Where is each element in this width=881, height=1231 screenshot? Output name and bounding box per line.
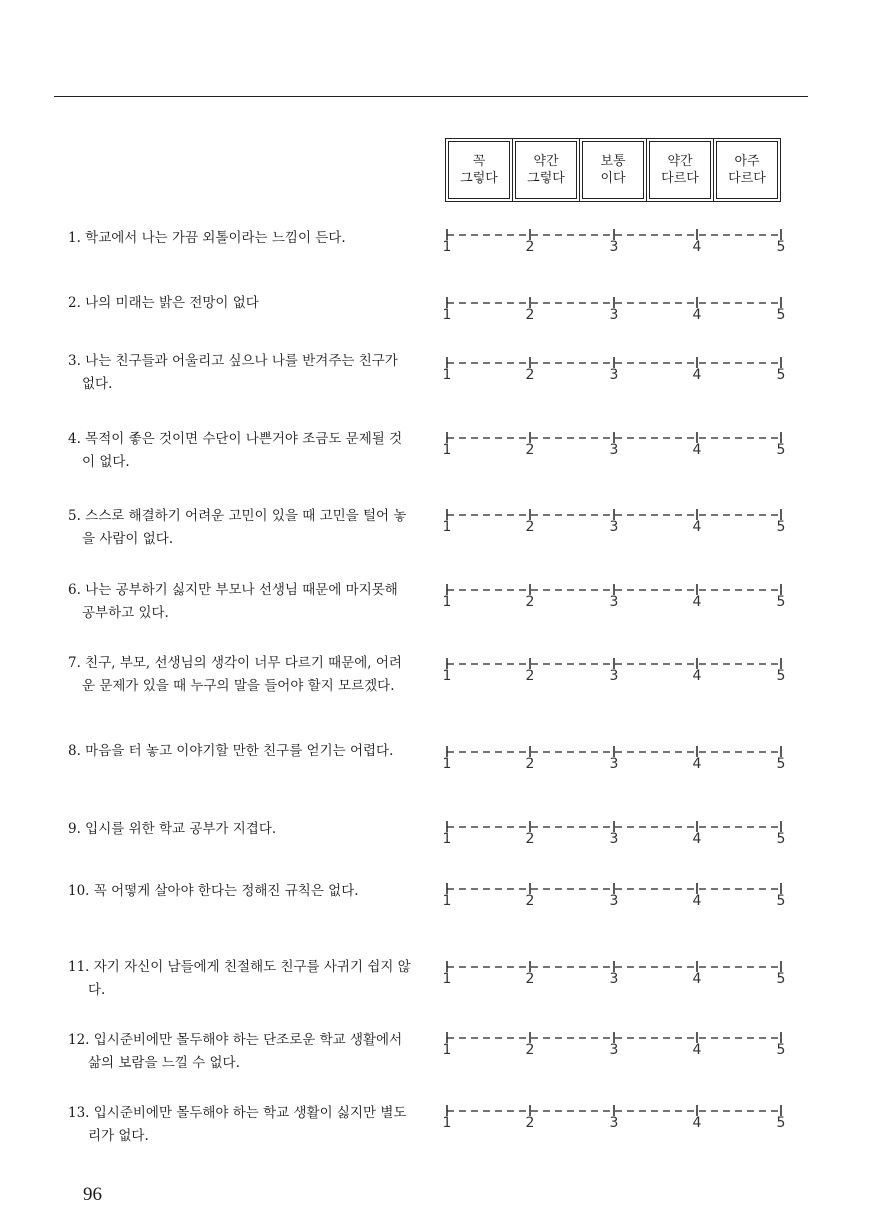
scale-label-2: 2 (525, 831, 535, 847)
question-text: 12. 입시준비에만 몰두해야 하는 단조로운 학교 생활에서 삶의 보람을 느낄 수 없다. (68, 1032, 403, 1071)
scale-label-4: 4 (692, 367, 702, 383)
scale-label-5: 5 (776, 519, 786, 535)
scale-label-3: 3 (609, 239, 619, 255)
scale-label-2: 2 (525, 367, 535, 383)
scale-label-2: 2 (525, 668, 535, 684)
scale-label-1: 1 (442, 831, 452, 847)
scale-label-1: 1 (442, 594, 452, 610)
option-header-line2: 다르다 (728, 171, 766, 186)
scale-label-3: 3 (609, 831, 619, 847)
scale-label-3: 3 (609, 367, 619, 383)
scale-label-5: 5 (776, 756, 786, 772)
question-item (68, 428, 414, 474)
option-header-line1: 아주 (734, 154, 760, 169)
option-header-line1: 꼭 (472, 154, 486, 169)
rating-scale[interactable] (444, 882, 784, 922)
scale-label-1: 1 (442, 971, 452, 987)
scale-label-2: 2 (525, 442, 535, 458)
option-header-line1: 약간 (667, 154, 693, 169)
option-header-strongly-disagree (716, 141, 778, 199)
scale-label-5: 5 (776, 239, 786, 255)
top-rule (54, 96, 808, 97)
question-text: 3. 나는 친구들과 어울리고 싶으나 나를 반겨주는 친구가 없다. (68, 353, 398, 392)
scale-label-4: 4 (692, 668, 702, 684)
rating-scale[interactable] (444, 431, 784, 471)
scale-label-3: 3 (609, 1042, 619, 1058)
scale-label-2: 2 (525, 519, 535, 535)
page-number: 96 (83, 1184, 102, 1205)
rating-scale[interactable] (444, 508, 784, 548)
scale-label-5: 5 (776, 893, 786, 909)
scale-label-1: 1 (442, 1115, 452, 1131)
scale-label-4: 4 (692, 519, 702, 535)
question-item (68, 227, 414, 250)
rating-scale[interactable] (444, 820, 784, 860)
question-item (68, 740, 414, 763)
rating-scale[interactable] (444, 657, 784, 697)
scale-label-5: 5 (776, 1042, 786, 1058)
scale-label-5: 5 (776, 594, 786, 610)
scale-label-2: 2 (525, 1042, 535, 1058)
scale-label-4: 4 (692, 1115, 702, 1131)
scale-label-2: 2 (525, 1115, 535, 1131)
rating-scale[interactable] (444, 296, 784, 336)
scale-label-1: 1 (442, 756, 452, 772)
rating-scale[interactable] (444, 356, 784, 396)
scale-label-2: 2 (525, 893, 535, 909)
option-header-somewhat-disagree (649, 141, 711, 199)
scale-label-3: 3 (609, 756, 619, 772)
scale-label-1: 1 (442, 668, 452, 684)
scale-label-3: 3 (609, 594, 619, 610)
rating-scale[interactable] (444, 1031, 784, 1071)
option-header-line2: 그렇다 (527, 171, 565, 186)
scale-label-4: 4 (692, 239, 702, 255)
scale-label-5: 5 (776, 971, 786, 987)
scale-label-1: 1 (442, 519, 452, 535)
option-header-line2: 그렇다 (460, 171, 498, 186)
scale-label-4: 4 (692, 442, 702, 458)
question-item (68, 1029, 414, 1075)
question-text: 10. 꼭 어떻게 살아야 한다는 정해진 규칙은 없다. (68, 883, 359, 899)
question-text: 1. 학교에서 나는 가끔 외톨이라는 느낌이 든다. (68, 230, 346, 246)
scale-label-2: 2 (525, 307, 535, 323)
scale-label-3: 3 (609, 442, 619, 458)
scale-label-5: 5 (776, 442, 786, 458)
question-item (68, 818, 414, 841)
rating-scale[interactable] (444, 1104, 784, 1144)
question-text: 6. 나는 공부하기 싫지만 부모나 선생님 때문에 마지못해 공부하고 있다. (68, 582, 398, 621)
option-header-line2: 다르다 (661, 171, 699, 186)
option-header-neutral (582, 141, 644, 199)
question-text: 7. 친구, 부모, 선생님의 생각이 너무 다르기 때문에, 어려운 문제가 있을 때 누구의 말을 들어야 할지 모르겠다. (68, 655, 402, 694)
question-item (68, 350, 414, 396)
scale-label-3: 3 (609, 1115, 619, 1131)
scale-label-5: 5 (776, 668, 786, 684)
scale-label-4: 4 (692, 893, 702, 909)
question-item (68, 1102, 414, 1148)
scale-label-1: 1 (442, 239, 452, 255)
scale-label-5: 5 (776, 367, 786, 383)
scale-label-5: 5 (776, 1115, 786, 1131)
question-item (68, 956, 414, 1002)
question-text: 4. 목적이 좋은 것이면 수단이 나쁜거야 조금도 문제될 것이 없다. (68, 431, 403, 470)
scale-label-1: 1 (442, 442, 452, 458)
rating-scale[interactable] (444, 745, 784, 785)
scale-label-3: 3 (609, 519, 619, 535)
scale-label-4: 4 (692, 1042, 702, 1058)
question-item (68, 579, 414, 625)
rating-scale[interactable] (444, 583, 784, 623)
scale-label-2: 2 (525, 971, 535, 987)
scale-label-2: 2 (525, 239, 535, 255)
scale-label-3: 3 (609, 971, 619, 987)
question-item (68, 292, 414, 315)
question-item (68, 505, 414, 551)
scale-label-3: 3 (609, 668, 619, 684)
rating-scale[interactable] (444, 228, 784, 268)
option-header-line1: 약간 (533, 154, 559, 169)
scale-label-2: 2 (525, 756, 535, 772)
scale-label-3: 3 (609, 307, 619, 323)
scale-label-3: 3 (609, 893, 619, 909)
question-text: 5. 스스로 해결하기 어려운 고민이 있을 때 고민을 털어 놓을 사람이 없다. (68, 508, 407, 547)
scale-label-5: 5 (776, 831, 786, 847)
scale-label-4: 4 (692, 756, 702, 772)
question-item (68, 652, 414, 698)
scale-label-1: 1 (442, 1042, 452, 1058)
scale-label-1: 1 (442, 367, 452, 383)
rating-scale[interactable] (444, 960, 784, 1000)
scale-label-4: 4 (692, 831, 702, 847)
question-text: 8. 마음을 터 놓고 이야기할 만한 친구를 얻기는 어렵다. (68, 743, 394, 759)
question-text: 9. 입시를 위한 학교 공부가 지겹다. (68, 821, 277, 837)
scale-label-4: 4 (692, 594, 702, 610)
question-text: 13. 입시준비에만 몰두해야 하는 학교 생활이 싫지만 별도리가 없다. (68, 1105, 407, 1144)
question-item (68, 880, 414, 903)
option-header-strongly-agree (448, 141, 510, 199)
option-header-somewhat-agree (515, 141, 577, 199)
question-text: 11. 자기 자신이 남들에게 친절해도 친구를 사귀기 쉽지 않다. (68, 959, 411, 998)
scale-label-4: 4 (692, 971, 702, 987)
scale-label-1: 1 (442, 893, 452, 909)
scale-label-5: 5 (776, 307, 786, 323)
scale-label-2: 2 (525, 594, 535, 610)
question-text: 2. 나의 미래는 밝은 전망이 없다 (68, 295, 259, 311)
scale-label-4: 4 (692, 307, 702, 323)
scale-label-1: 1 (442, 307, 452, 323)
option-header-line2: 이다 (600, 171, 626, 186)
option-header-line1: 보통 (600, 154, 626, 169)
